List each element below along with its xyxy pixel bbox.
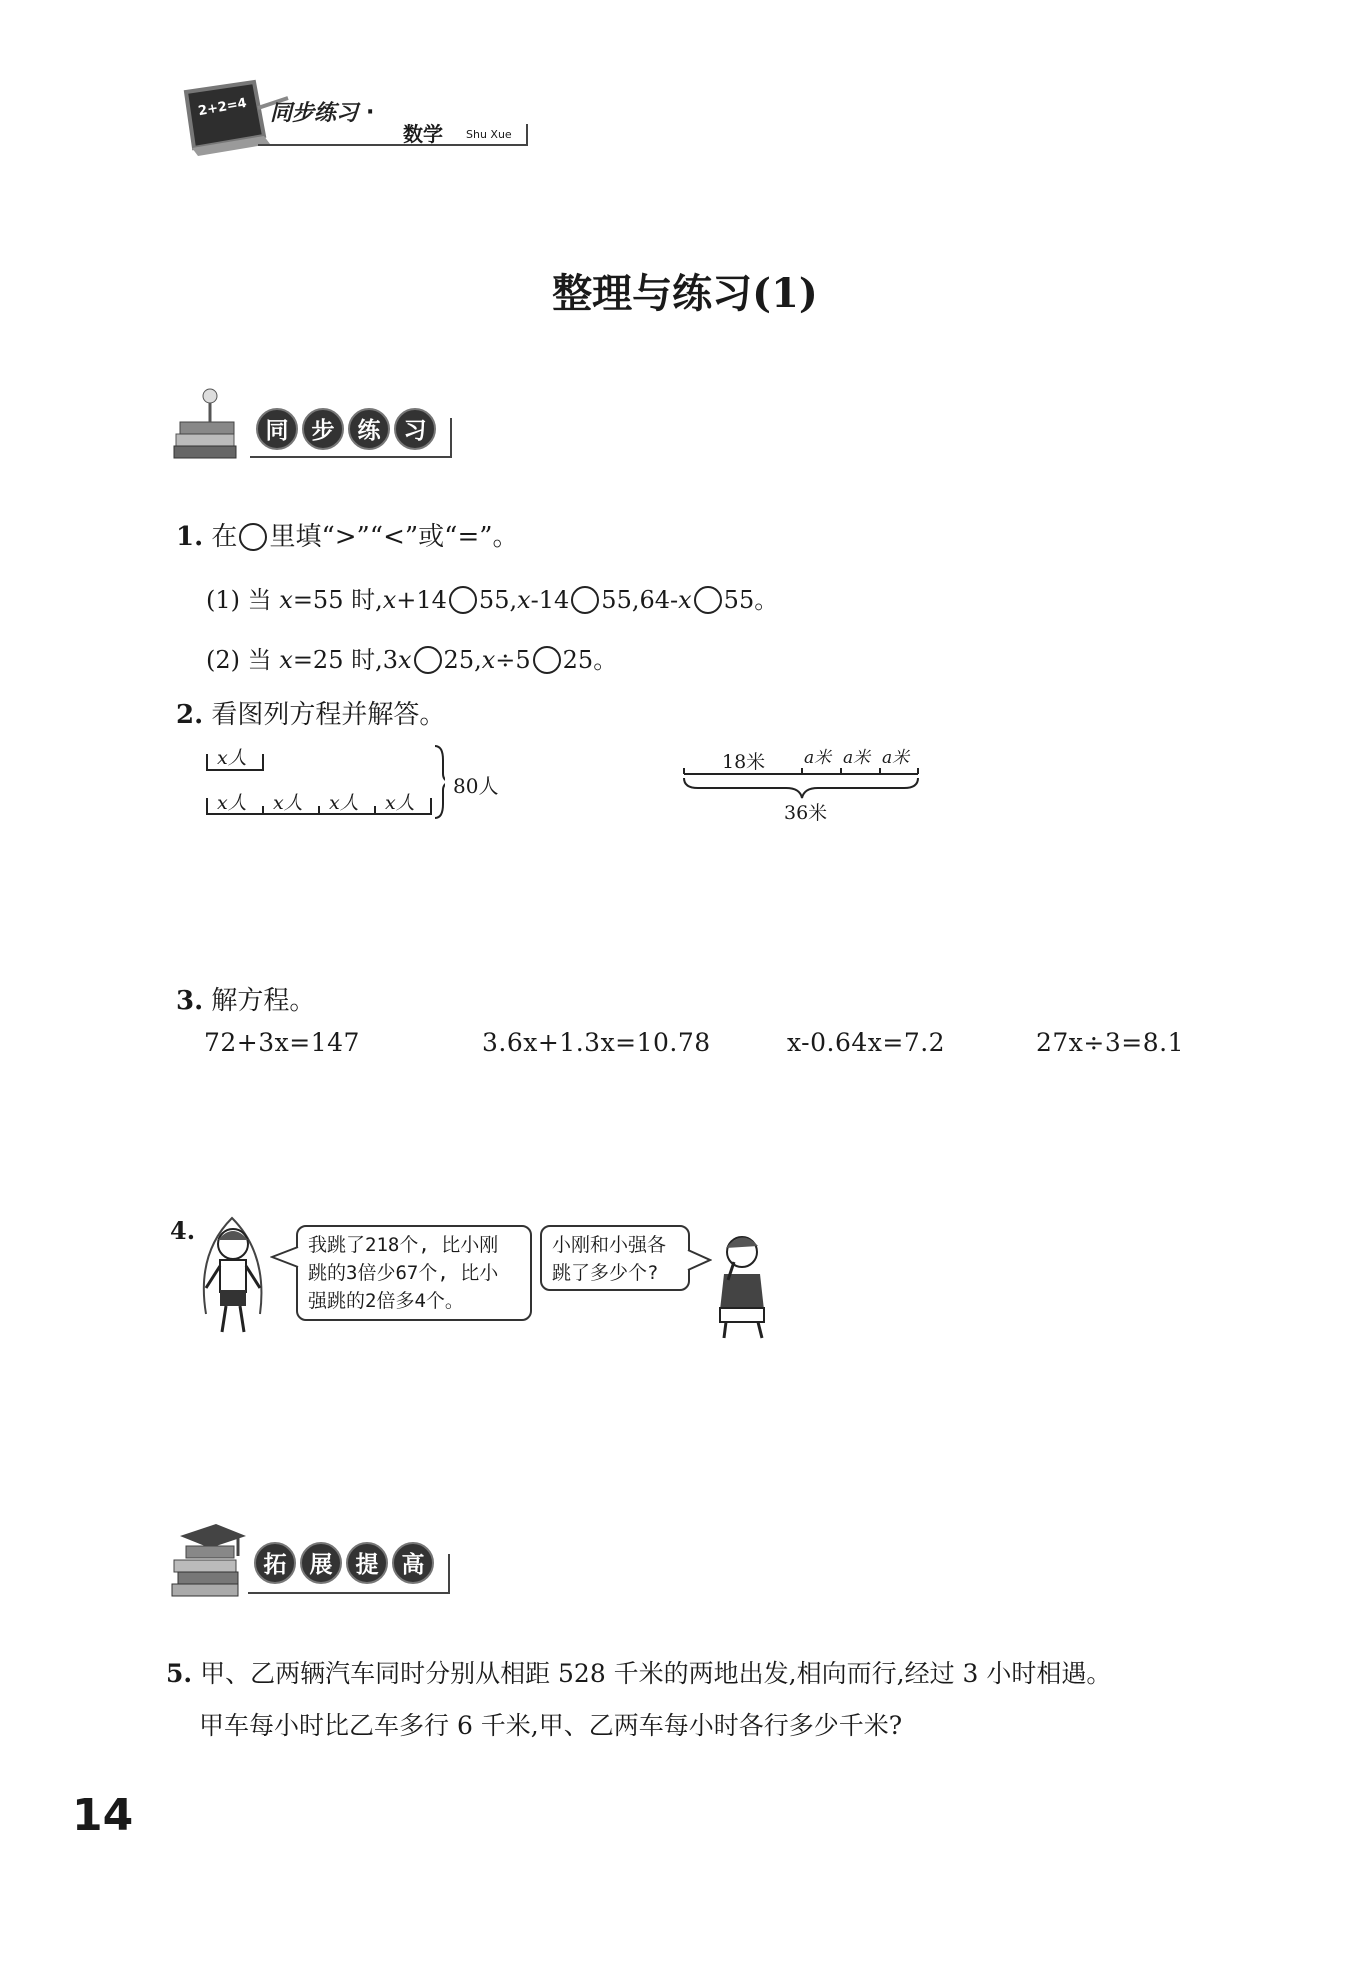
text: (1) 当 — [206, 586, 280, 614]
bubble-line: 跳的3倍少67个, 比小 — [308, 1262, 499, 1284]
section-char: 同 — [256, 408, 298, 450]
var-x: x — [481, 646, 496, 674]
bubble-line: 跳了多少个? — [552, 1262, 659, 1284]
question-number: 5. — [166, 1659, 193, 1688]
question-2-stem — [176, 694, 445, 731]
blank-circle[interactable] — [571, 586, 599, 614]
total-label: 80人 — [453, 774, 499, 798]
text: 25。 — [562, 646, 618, 674]
question-1-part-2 — [206, 640, 617, 675]
section-banner-sync — [170, 388, 460, 468]
text: 55。 — [723, 586, 779, 614]
question-number: 2. — [176, 700, 204, 730]
section-char: 提 — [346, 1542, 388, 1584]
section-char: 习 — [394, 408, 436, 450]
question-text-line2: 甲车每小时比乙车多行 6 千米,甲、乙两车每小时各行多少千米? — [199, 1711, 903, 1740]
section-char: 展 — [300, 1542, 342, 1584]
text: 55,64- — [601, 586, 679, 614]
speech-bubble-question — [540, 1225, 690, 1291]
page-number: 14 — [72, 1790, 134, 1841]
question-3-stem — [176, 980, 315, 1017]
speech-bubble-boy — [296, 1225, 532, 1321]
segment-label: x人 — [217, 792, 247, 814]
books-lamp-icon — [170, 388, 250, 468]
segment-label: a米 — [882, 748, 910, 768]
diagram-right — [682, 740, 942, 830]
var-x: x — [382, 586, 397, 614]
stem-text: 解方程。 — [211, 986, 316, 1016]
text: =25 时,3 — [292, 646, 398, 674]
question-number: 1. — [176, 522, 204, 552]
header-logo — [178, 78, 528, 158]
blank-circle[interactable] — [449, 586, 477, 614]
page-title: 整理与练习(1) — [552, 270, 818, 317]
thinking-boy-icon — [706, 1226, 776, 1342]
var-x: x — [517, 586, 531, 614]
text: (2) 当 — [206, 646, 280, 674]
stem-text: 里填“>”“<”或“=”。 — [269, 522, 519, 552]
equation-2: 3.6x+1.3x=10.78 — [482, 1028, 711, 1057]
var-x: x — [678, 586, 692, 614]
section-char: 练 — [348, 408, 390, 450]
subject-label: 数学 — [403, 122, 443, 146]
var-x: x — [398, 646, 412, 674]
segment-label: x人 — [273, 792, 303, 814]
equation-3: x-0.64x=7.2 — [787, 1028, 946, 1057]
question-number: 4. — [170, 1216, 196, 1245]
banner-underline — [248, 1554, 450, 1594]
graduation-books-icon — [166, 1518, 250, 1600]
segment-label: x人 — [385, 792, 415, 814]
text: -14 — [530, 586, 570, 614]
equation-4: 27x÷3=8.1 — [1036, 1028, 1184, 1057]
dot: · — [366, 100, 375, 125]
text: ÷5 — [495, 646, 531, 674]
section-char: 拓 — [254, 1542, 296, 1584]
equation-1: 72+3x=147 — [204, 1028, 360, 1057]
total-label: 36米 — [784, 802, 828, 824]
bubble-line: 强跳的2倍多4个。 — [308, 1290, 464, 1312]
section-char: 高 — [392, 1542, 434, 1584]
question-1-part-1 — [206, 580, 778, 615]
header-underline — [258, 144, 528, 146]
question-text: 甲、乙两辆汽车同时分别从相距 528 千米的两地出发,相向而行,经过 3 小时相遇。 — [200, 1659, 1112, 1688]
var-x: x — [279, 646, 293, 674]
banner-underline — [250, 418, 452, 458]
segment-label: x人 — [217, 747, 247, 769]
boy-jumping-rope-icon — [196, 1214, 270, 1340]
badge-text: 2+2=4 — [197, 95, 248, 120]
var-x: x — [279, 586, 293, 614]
bubble-pointer — [270, 1245, 300, 1269]
blank-circle[interactable] — [239, 523, 267, 551]
question-1-stem — [176, 516, 519, 553]
question-5 — [166, 1648, 1111, 1752]
segment-label: a米 — [804, 748, 832, 768]
section-banner-extend — [166, 1518, 456, 1600]
stem-text: 在 — [211, 522, 238, 552]
bubble-line: 我跳了218个, 比小刚 — [308, 1234, 499, 1256]
blank-circle[interactable] — [414, 646, 442, 674]
bubble-line: 小刚和小强各 — [552, 1234, 667, 1256]
pinyin-label: Shu Xue — [466, 128, 512, 141]
text: +14 — [396, 586, 447, 614]
diagram-left — [205, 740, 525, 820]
stem-text: 看图列方程并解答。 — [211, 700, 446, 730]
text: 25, — [443, 646, 482, 674]
segment-label: 18米 — [722, 751, 766, 773]
segment-label: a米 — [843, 748, 871, 768]
header-endcap — [526, 124, 528, 146]
text: =55 时, — [292, 586, 383, 614]
section-char: 步 — [302, 408, 344, 450]
series-label: 同步练习 — [270, 101, 359, 126]
blank-circle[interactable] — [533, 646, 561, 674]
segment-label: x人 — [329, 792, 359, 814]
blank-circle[interactable] — [694, 586, 722, 614]
text: 55, — [478, 586, 518, 614]
question-number: 3. — [176, 986, 204, 1016]
